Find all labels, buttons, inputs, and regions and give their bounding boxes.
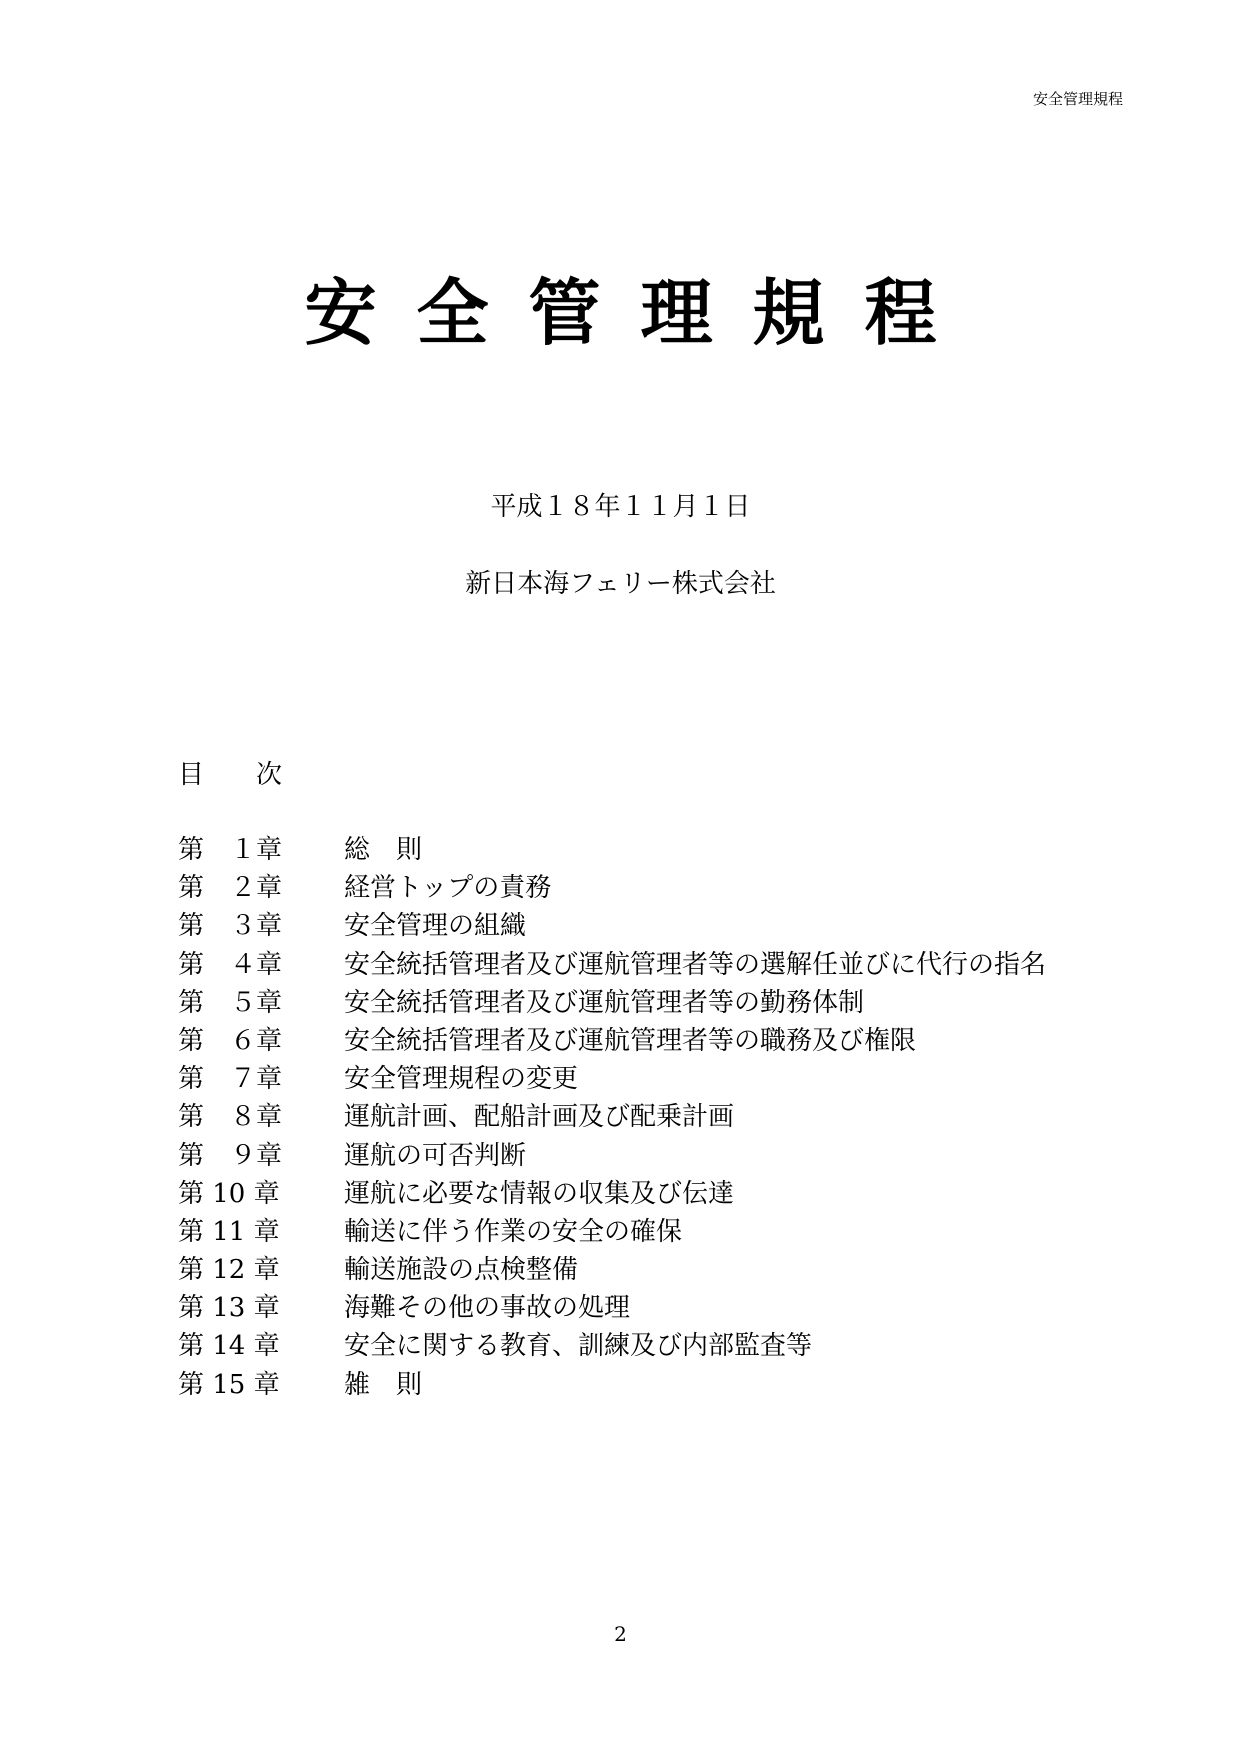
document-title: 安全管理規程 [304,270,977,355]
toc-chapter-number: 第 13 章 [178,1293,280,1324]
toc-chapter-number: 第 15 章 [178,1369,280,1400]
toc-chapter-title: 経営トップの責務 [344,873,552,904]
toc-chapter-title: 輸送に伴う作業の安全の確保 [344,1216,683,1247]
toc-chapter-number: 第 ７章 [178,1064,283,1095]
toc-chapter-title: 安全管理の組織 [344,911,527,942]
toc-item-13 [178,1289,1046,1327]
toc-chapter-title: 運航に必要な情報の収集及び伝達 [344,1178,735,1209]
toc-item-6 [178,1022,1046,1060]
toc-item-7 [178,1060,1046,1098]
toc-item-4 [178,946,1046,984]
toc-chapter-title: 安全に関する教育、訓練及び内部監査等 [344,1331,813,1362]
toc-heading: 目 次 [178,760,283,790]
toc-item-11 [178,1213,1046,1251]
toc-item-15 [178,1366,1046,1404]
toc-chapter-number: 第 ５章 [178,987,283,1018]
toc-chapter-title: 雑 則 [344,1369,423,1400]
company-name: 新日本海フェリー株式会社 [465,569,776,599]
toc-chapter-number: 第 12 章 [178,1255,280,1286]
toc-chapter-title: 輸送施設の点検整備 [344,1255,579,1286]
toc-chapter-title: 安全管理規程の変更 [344,1064,579,1095]
toc-chapter-number: 第 ６章 [178,1025,283,1056]
toc-chapter-title: 運航の可否判断 [344,1140,527,1171]
toc-item-1 [178,831,1046,869]
toc-chapter-title: 安全統括管理者及び運航管理者等の職務及び権限 [344,1025,917,1056]
toc-item-5 [178,984,1046,1022]
toc-chapter-title: 海難その他の事故の処理 [344,1293,631,1324]
toc-chapter-title: 安全統括管理者及び運航管理者等の勤務体制 [344,987,865,1018]
toc-item-12 [178,1251,1046,1289]
toc-item-8 [178,1098,1046,1136]
toc-chapter-number: 第 11 章 [178,1216,280,1247]
toc-chapter-title: 総 則 [344,835,423,865]
page-number: 2 [614,1622,627,1646]
issue-date: 平成１８年１１月１日 [490,492,751,522]
toc-item-3 [178,907,1046,945]
toc-chapter-number: 第 ８章 [178,1102,283,1133]
toc-chapter-number: 第 ９章 [178,1140,283,1171]
toc-chapter-number: 第 14 章 [178,1331,280,1362]
toc-item-10 [178,1175,1046,1213]
toc-chapter-title: 運航計画、配船計画及び配乗計画 [344,1102,735,1133]
toc-chapter-title: 安全統括管理者及び運航管理者等の選解任並びに代行の指名 [344,949,1047,980]
running-header: 安全管理規程 [1032,90,1123,108]
table-of-contents [178,831,1046,1404]
toc-chapter-number: 第 ３章 [178,911,283,942]
toc-chapter-number: 第 ２章 [178,873,283,904]
toc-item-14 [178,1327,1046,1365]
toc-item-2 [178,869,1046,907]
toc-item-9 [178,1137,1046,1175]
toc-chapter-number: 第 10 章 [178,1178,280,1209]
toc-chapter-number: 第 １章 [178,835,283,865]
toc-chapter-number: 第 ４章 [178,949,283,980]
